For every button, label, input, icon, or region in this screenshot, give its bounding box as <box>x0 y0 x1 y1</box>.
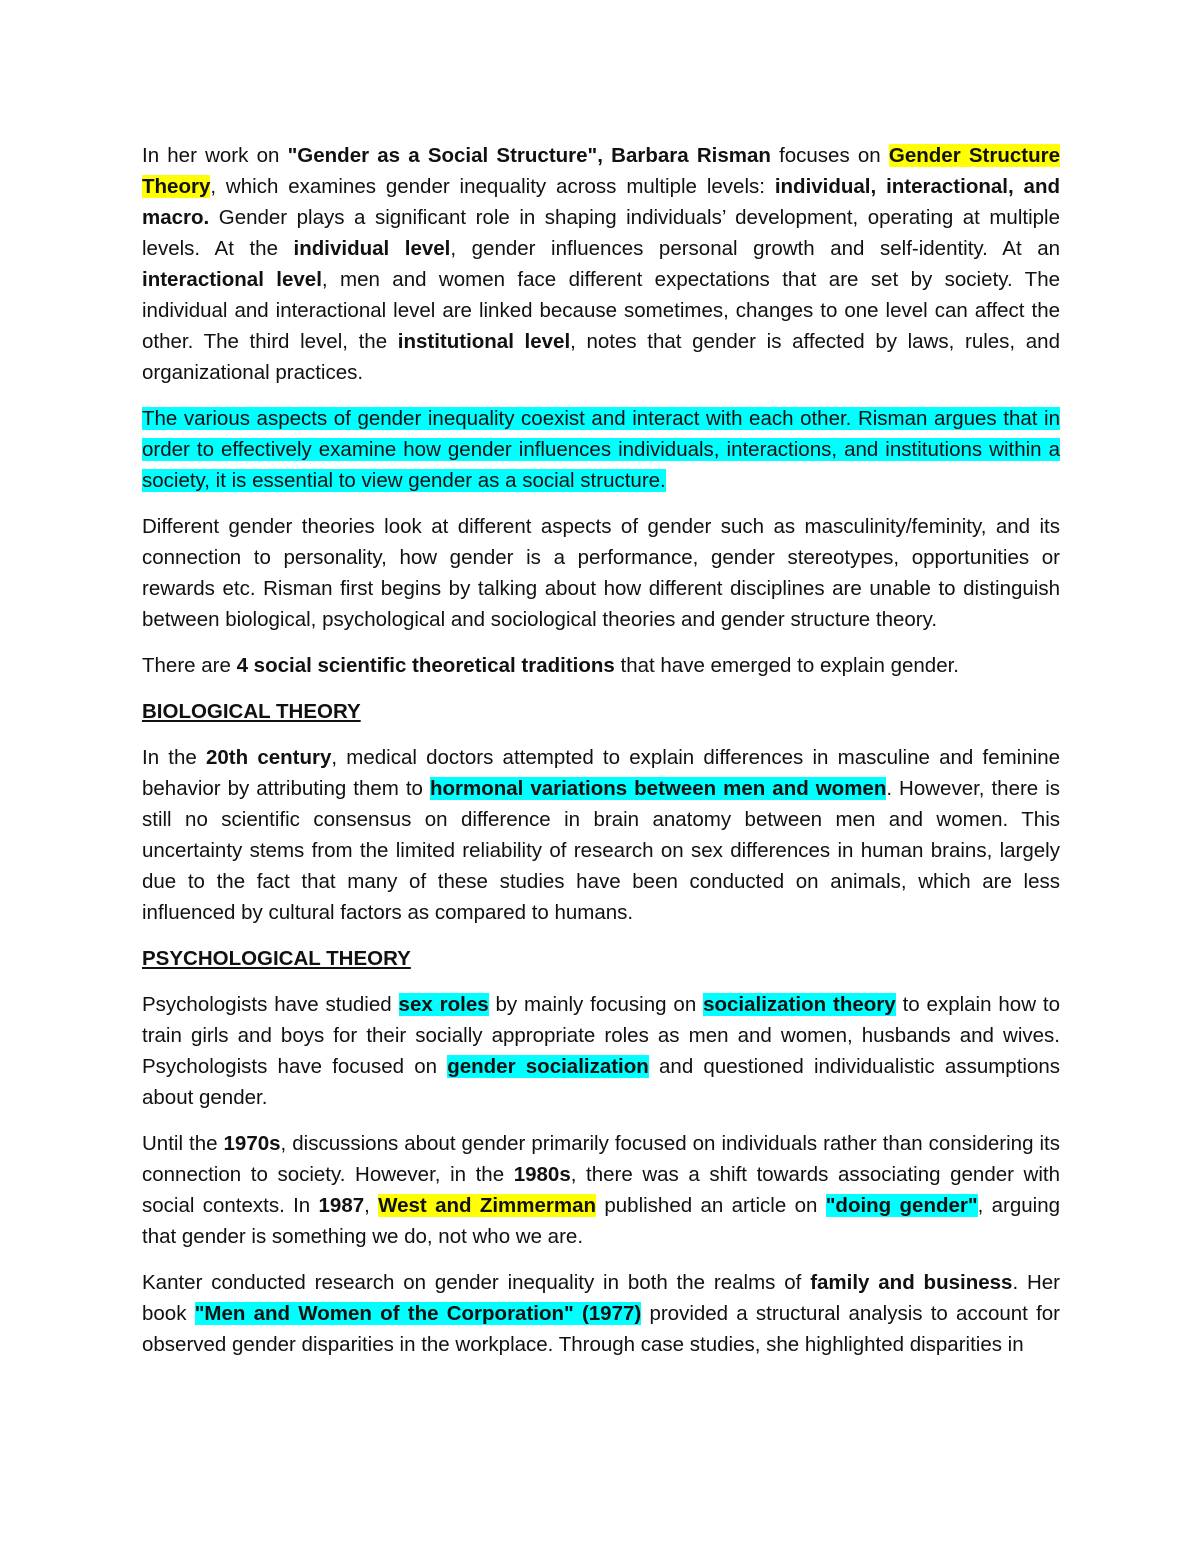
highlight-cyan: gender socialization <box>447 1055 649 1078</box>
text-run: Kanter conducted research on gender inequality in both the realms of <box>142 1271 811 1294</box>
text-run: , discussions about gender primarily focused on individuals rather than considering its connection to society. However, in the <box>142 1132 1060 1186</box>
bold-text: individual, interactional, and macro. <box>142 175 1060 229</box>
text-run: , gender influences personal growth and self-identity. At an <box>450 237 1061 260</box>
text-run: , there was a shift towards associating gender with social contexts. In <box>142 1163 1060 1217</box>
paragraph-kanter <box>142 1267 1060 1360</box>
text-run: , <box>364 1194 379 1217</box>
highlight-yellow: West and Zimmerman <box>378 1194 597 1217</box>
paragraph-biological <box>142 742 1060 928</box>
text-run: Until the <box>142 1132 224 1155</box>
bold-text: "Gender as a Social Structure", Barbara Risman <box>287 144 771 167</box>
text-run: , men and women face different expectations that are set by society. The individual and interactional level are linked because sometimes, changes to one level can affect the other. The third level, the <box>142 268 1060 353</box>
text-run: Psychologists have studied <box>142 993 399 1016</box>
text-run: provided a structural analysis to account for observed gender disparities in the workplace. Through case studies, she highlighted disparities in <box>142 1302 1060 1356</box>
paragraph-history <box>142 1128 1060 1252</box>
bold-text: 4 social scientific theoretical traditions <box>236 654 615 677</box>
paragraph-traditions <box>142 650 1060 681</box>
text-run: , notes that gender is affected by laws, rules, and organizational practices. <box>142 330 1060 384</box>
bold-text: 20th century <box>206 746 332 769</box>
text-run: In the <box>142 746 206 769</box>
document-page <box>142 140 1060 1375</box>
text-run: to explain how to train girls and boys for their socially appropriate roles as men and women, husbands and wives. Psychologists have focused on <box>142 993 1060 1078</box>
highlight-cyan: hormonal variations between men and women <box>429 777 887 800</box>
bold-text: institutional level <box>397 330 571 353</box>
text-run: Gender plays a significant role in shaping individuals’ development, operating at multiple levels. At the <box>142 206 1060 260</box>
bold-text: 1970s <box>223 1132 281 1155</box>
text-run: published an article on <box>596 1194 826 1217</box>
bold-text: family and business <box>810 1271 1013 1294</box>
text-run: and questioned individualistic assumptions about gender. <box>142 1055 1061 1109</box>
text-run: by mainly focusing on <box>488 993 704 1016</box>
highlight-yellow: Gender Structure Theory <box>142 144 1060 198</box>
paragraph-intro <box>142 140 1060 388</box>
highlight-cyan: sex roles <box>398 993 489 1016</box>
text-run: , arguing that gender is something we do, not who we are. <box>142 1194 1060 1248</box>
text-run: In her work on <box>142 144 288 167</box>
bold-text: 1987 <box>318 1194 365 1217</box>
text-run: , medical doctors attempted to explain differences in masculine and feminine behavior by attributing them to <box>142 746 1060 800</box>
paragraph-psychological <box>142 989 1060 1113</box>
text-run: , which examines gender inequality across multiple levels: <box>210 175 775 198</box>
text-run: focuses on <box>770 144 889 167</box>
heading-psychological-theory: PSYCHOLOGICAL THEORY <box>142 947 411 970</box>
text-run: that have emerged to explain gender. <box>614 654 959 677</box>
highlight-cyan: socialization theory <box>703 993 896 1016</box>
highlight-cyan: "doing gender" <box>825 1194 978 1217</box>
paragraph-risman-argument <box>142 403 1060 496</box>
bold-text: 1980s <box>513 1163 571 1186</box>
text-run: . Her book <box>142 1271 1061 1325</box>
text-run: . However, there is still no scientific consensus on difference in brain anatomy between men and women. This uncertainty stems from the limited reliability of research on sex differences in human brains, largely due to the fact that many of these studies have been conducted on animals, which are less influenced by cultural factors as compared to humans. <box>142 777 1061 924</box>
highlight-cyan: The various aspects of gender inequality coexist and interact with each other. Risman argues that in order to effectively examine how gender influences individuals, interactions, and institutions within a society, it is essential to view gender as a social structure. <box>142 407 1060 492</box>
bold-text: individual level <box>293 237 451 260</box>
highlight-cyan: "Men and Women of the Corporation" (1977) <box>194 1302 642 1325</box>
heading-biological-theory: BIOLOGICAL THEORY <box>142 700 361 723</box>
text-run: There are <box>142 654 237 677</box>
bold-text: interactional level <box>142 268 322 291</box>
paragraph-theories: Different gender theories look at different aspects of gender such as masculinity/feminity, and its connection to personality, how gender is a performance, gender stereotypes, opportunities or rewards etc. Risman first begins by talking about how different disciplines are unable to distinguish between biological, psychological and sociological theories and gender structure theory. <box>142 515 1060 631</box>
